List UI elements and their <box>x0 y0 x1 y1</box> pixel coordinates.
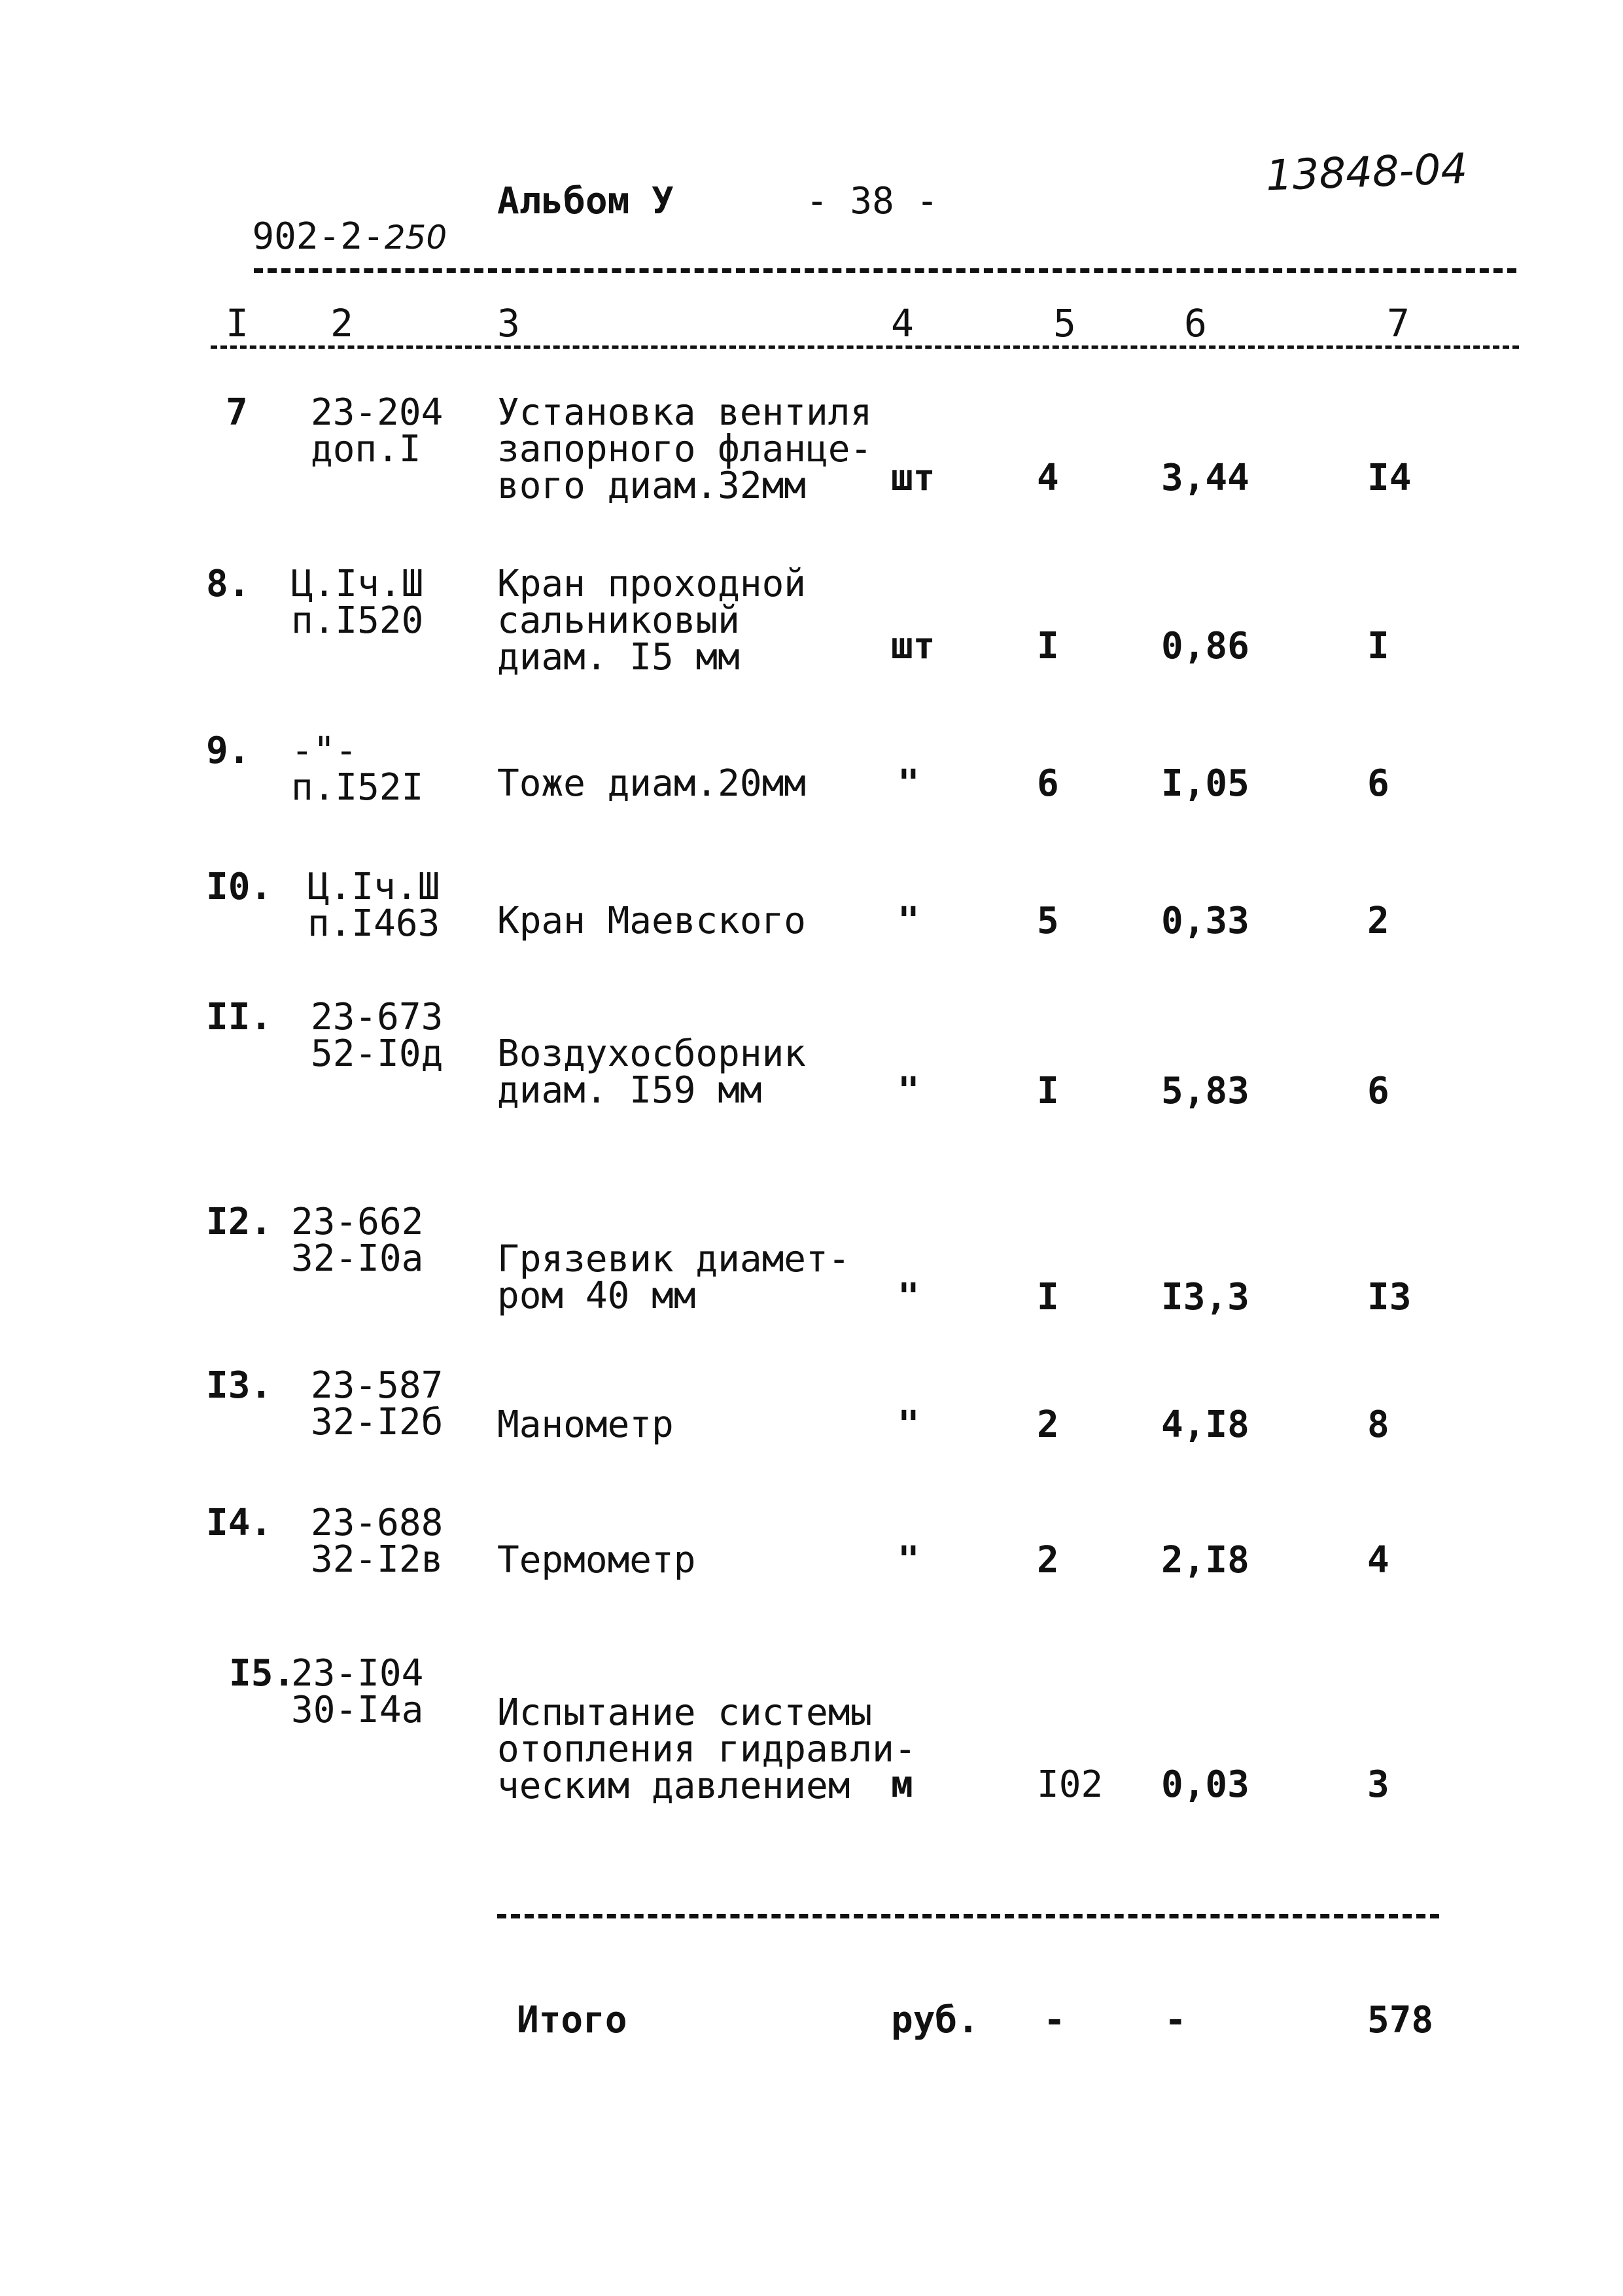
column-header-7: 7 <box>1387 301 1410 345</box>
summary-label: Итого <box>517 1999 627 2041</box>
column-header-1: I <box>226 301 249 345</box>
row-price: 3,44 <box>1161 457 1249 499</box>
row-description: Установка вентиля запорного фланце- вого диам.32мм <box>497 391 873 507</box>
row-unit: шт <box>891 625 935 667</box>
row-unit: " <box>898 1539 920 1581</box>
column-header-6: 6 <box>1184 301 1207 345</box>
column-header-underline <box>211 345 1519 349</box>
document-code-handwritten: 250 <box>384 219 447 256</box>
page-number: - 38 - <box>806 180 939 222</box>
row-quantity: 6 <box>1037 762 1059 805</box>
row-price: 4,I8 <box>1161 1404 1249 1446</box>
row-quantity: 4 <box>1037 457 1059 499</box>
row-price: 0,03 <box>1161 1763 1249 1806</box>
album-label: Альбом У <box>497 180 674 222</box>
column-header-2: 2 <box>330 301 353 345</box>
row-unit: " <box>898 1276 920 1318</box>
row-total: 3 <box>1367 1763 1389 1806</box>
row-unit: м <box>891 1763 913 1806</box>
row-description: Тоже диам.20мм <box>497 762 807 805</box>
row-quantity: 2 <box>1037 1404 1059 1446</box>
row-number: II. <box>206 996 273 1038</box>
row-unit: " <box>898 1404 920 1446</box>
summary-total: 578 <box>1367 1999 1434 2041</box>
row-number: I0. <box>206 866 273 908</box>
row-code: -"- п.I52I <box>291 730 424 809</box>
row-number: 8. <box>206 563 251 605</box>
row-unit: " <box>898 1070 920 1112</box>
row-quantity: I <box>1037 625 1059 667</box>
summary-quantity: - <box>1043 1999 1066 2041</box>
row-code: 23-587 32-I2б <box>311 1364 444 1443</box>
row-code: 23-688 32-I2в <box>311 1502 444 1581</box>
row-code: Ц.Iч.Ш п.I520 <box>291 563 424 642</box>
row-number: 7 <box>226 391 248 434</box>
row-description: Кран проходной сальниковый диам. I5 мм <box>497 563 807 679</box>
summary-unit: руб. <box>891 1999 979 2041</box>
top-dashed-rule <box>254 268 1516 273</box>
row-number: I5. <box>229 1652 296 1695</box>
row-quantity: 5 <box>1037 900 1059 942</box>
row-unit: " <box>898 900 920 942</box>
row-number: 9. <box>206 730 251 772</box>
row-quantity: I02 <box>1037 1763 1104 1806</box>
row-total: 4 <box>1367 1539 1389 1581</box>
row-code: 23-673 52-I0д <box>311 996 444 1075</box>
row-number: I2. <box>206 1201 273 1243</box>
row-price: 5,83 <box>1161 1070 1249 1112</box>
column-header-3: 3 <box>497 301 520 345</box>
row-price: 2,I8 <box>1161 1539 1249 1581</box>
row-quantity: 2 <box>1037 1539 1059 1581</box>
row-description: Воздухосборник диам. I59 мм <box>497 1033 807 1112</box>
row-number: I3. <box>206 1364 273 1407</box>
row-unit: шт <box>891 457 935 499</box>
document-code-printed: 902-2- <box>252 215 385 258</box>
row-total: 6 <box>1367 1070 1389 1112</box>
row-total: 2 <box>1367 900 1389 942</box>
row-code: 23-662 32-I0а <box>291 1201 424 1280</box>
row-code: 23-204 доп.I <box>311 391 444 470</box>
row-quantity: I <box>1037 1276 1059 1318</box>
row-description: Манометр <box>497 1404 674 1446</box>
row-unit: " <box>898 762 920 805</box>
row-description: Термометр <box>497 1539 696 1581</box>
row-total: 8 <box>1367 1404 1389 1446</box>
column-header-4: 4 <box>891 301 914 345</box>
row-total: I <box>1367 625 1389 667</box>
row-price: I,05 <box>1161 762 1249 805</box>
row-price: 0,33 <box>1161 900 1249 942</box>
row-total: 6 <box>1367 762 1389 805</box>
bottom-dashed-rule <box>497 1914 1439 1918</box>
document-code <box>208 182 447 258</box>
row-code: Ц.Iч.Ш п.I463 <box>307 866 440 945</box>
row-description: Грязевик диамет- ром 40 мм <box>497 1238 850 1317</box>
stamp-number: 13848-04 <box>1265 145 1469 201</box>
column-header-5: 5 <box>1053 301 1076 345</box>
row-total: I4 <box>1367 457 1412 499</box>
row-price: 0,86 <box>1161 625 1249 667</box>
row-description: Кран Маевского <box>497 900 807 942</box>
row-code: 23-I04 30-I4а <box>291 1652 424 1731</box>
row-quantity: I <box>1037 1070 1059 1112</box>
row-description: Испытание системы отопления гидравли- ческим давлением <box>497 1691 916 1807</box>
summary-price: - <box>1164 1999 1187 2041</box>
row-price: I3,3 <box>1161 1276 1249 1318</box>
row-number: I4. <box>206 1502 273 1544</box>
row-total: I3 <box>1367 1276 1412 1318</box>
